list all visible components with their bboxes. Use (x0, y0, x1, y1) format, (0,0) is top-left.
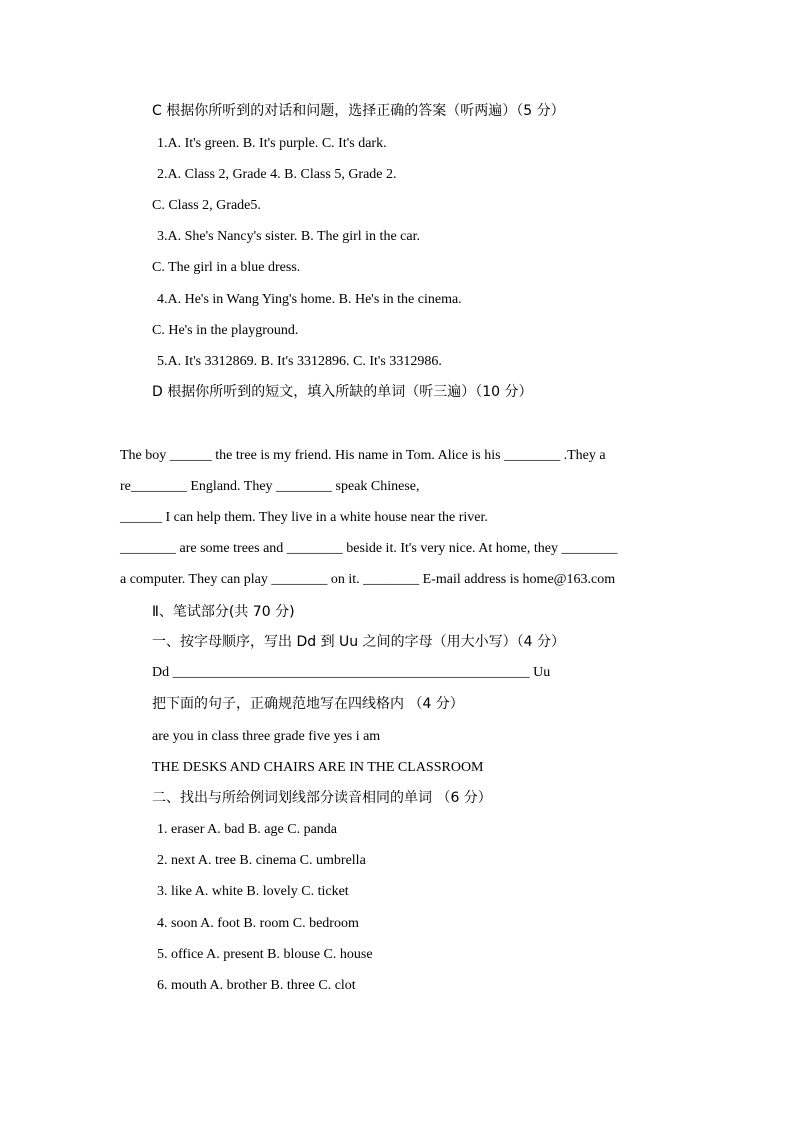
question-3-title: 二、找出与所给例词划线部分读音相同的单词 （6 分） (152, 790, 492, 806)
question-1-title: 一、按字母顺序，写出 Dd 到 Uu 之间的字母（用大小写）（4 分） (152, 634, 565, 650)
section-c-item: 4.A. He's in Wang Ying's home. B. He's in the cinema. (157, 292, 462, 307)
passage-line: ______ I can help them. They live in a white house near the river. (120, 510, 488, 525)
question-2-title: 把下面的句子，正确规范地写在四线格内 （4 分） (152, 696, 464, 712)
section-c-item: 1.A. It's green. B. It's purple. C. It's dark. (157, 136, 387, 151)
passage-line: ________ are some trees and ________ beside it. It's very nice. At home, they ________ (120, 541, 618, 556)
letter-writing-line: Dd ___________________________________________________ Uu (152, 665, 551, 680)
pronunciation-item: 3. like A. white B. lovely C. ticket (157, 884, 349, 899)
passage-line: The boy ______ the tree is my friend. His name in Tom. Alice is his ________ .They a (120, 448, 606, 463)
section-c-title: C 根据你所听到的对话和问题，选择正确的答案（听两遍）（5 分） (152, 103, 565, 119)
written-part-title: Ⅱ、笔试部分(共 70 分) (152, 604, 295, 620)
pronunciation-item: 1. eraser A. bad B. age C. panda (157, 822, 337, 837)
passage-line: re________ England. They ________ speak Chinese, (120, 479, 420, 494)
section-c-item: C. The girl in a blue dress. (152, 260, 301, 275)
section-c-item: 5.A. It's 3312869. B. It's 3312896. C. It's 3312986. (157, 354, 442, 369)
pronunciation-item: 2. next A. tree B. cinema C. umbrella (157, 853, 366, 868)
section-c-item: 2.A. Class 2, Grade 4. B. Class 5, Grade 2. (157, 167, 397, 182)
passage-line: a computer. They can play ________ on it. ________ E-mail address is home@163.com (120, 572, 616, 587)
section-c-item: 3.A. She's Nancy's sister. B. The girl in the car. (157, 229, 420, 244)
section-c-item: C. Class 2, Grade5. (152, 198, 261, 213)
sentence-line: THE DESKS AND CHAIRS ARE IN THE CLASSROOM (152, 760, 484, 775)
pronunciation-item: 6. mouth A. brother B. three C. clot (157, 978, 356, 993)
pronunciation-item: 5. office A. present B. blouse C. house (157, 947, 373, 962)
pronunciation-item: 4. soon A. foot B. room C. bedroom (157, 916, 359, 931)
section-d-title: D 根据你所听到的短文，填入所缺的单词（听三遍）（10 分） (152, 384, 533, 400)
sentence-line: are you in class three grade five yes i am (152, 729, 381, 744)
section-c-item: C. He's in the playground. (152, 323, 299, 338)
